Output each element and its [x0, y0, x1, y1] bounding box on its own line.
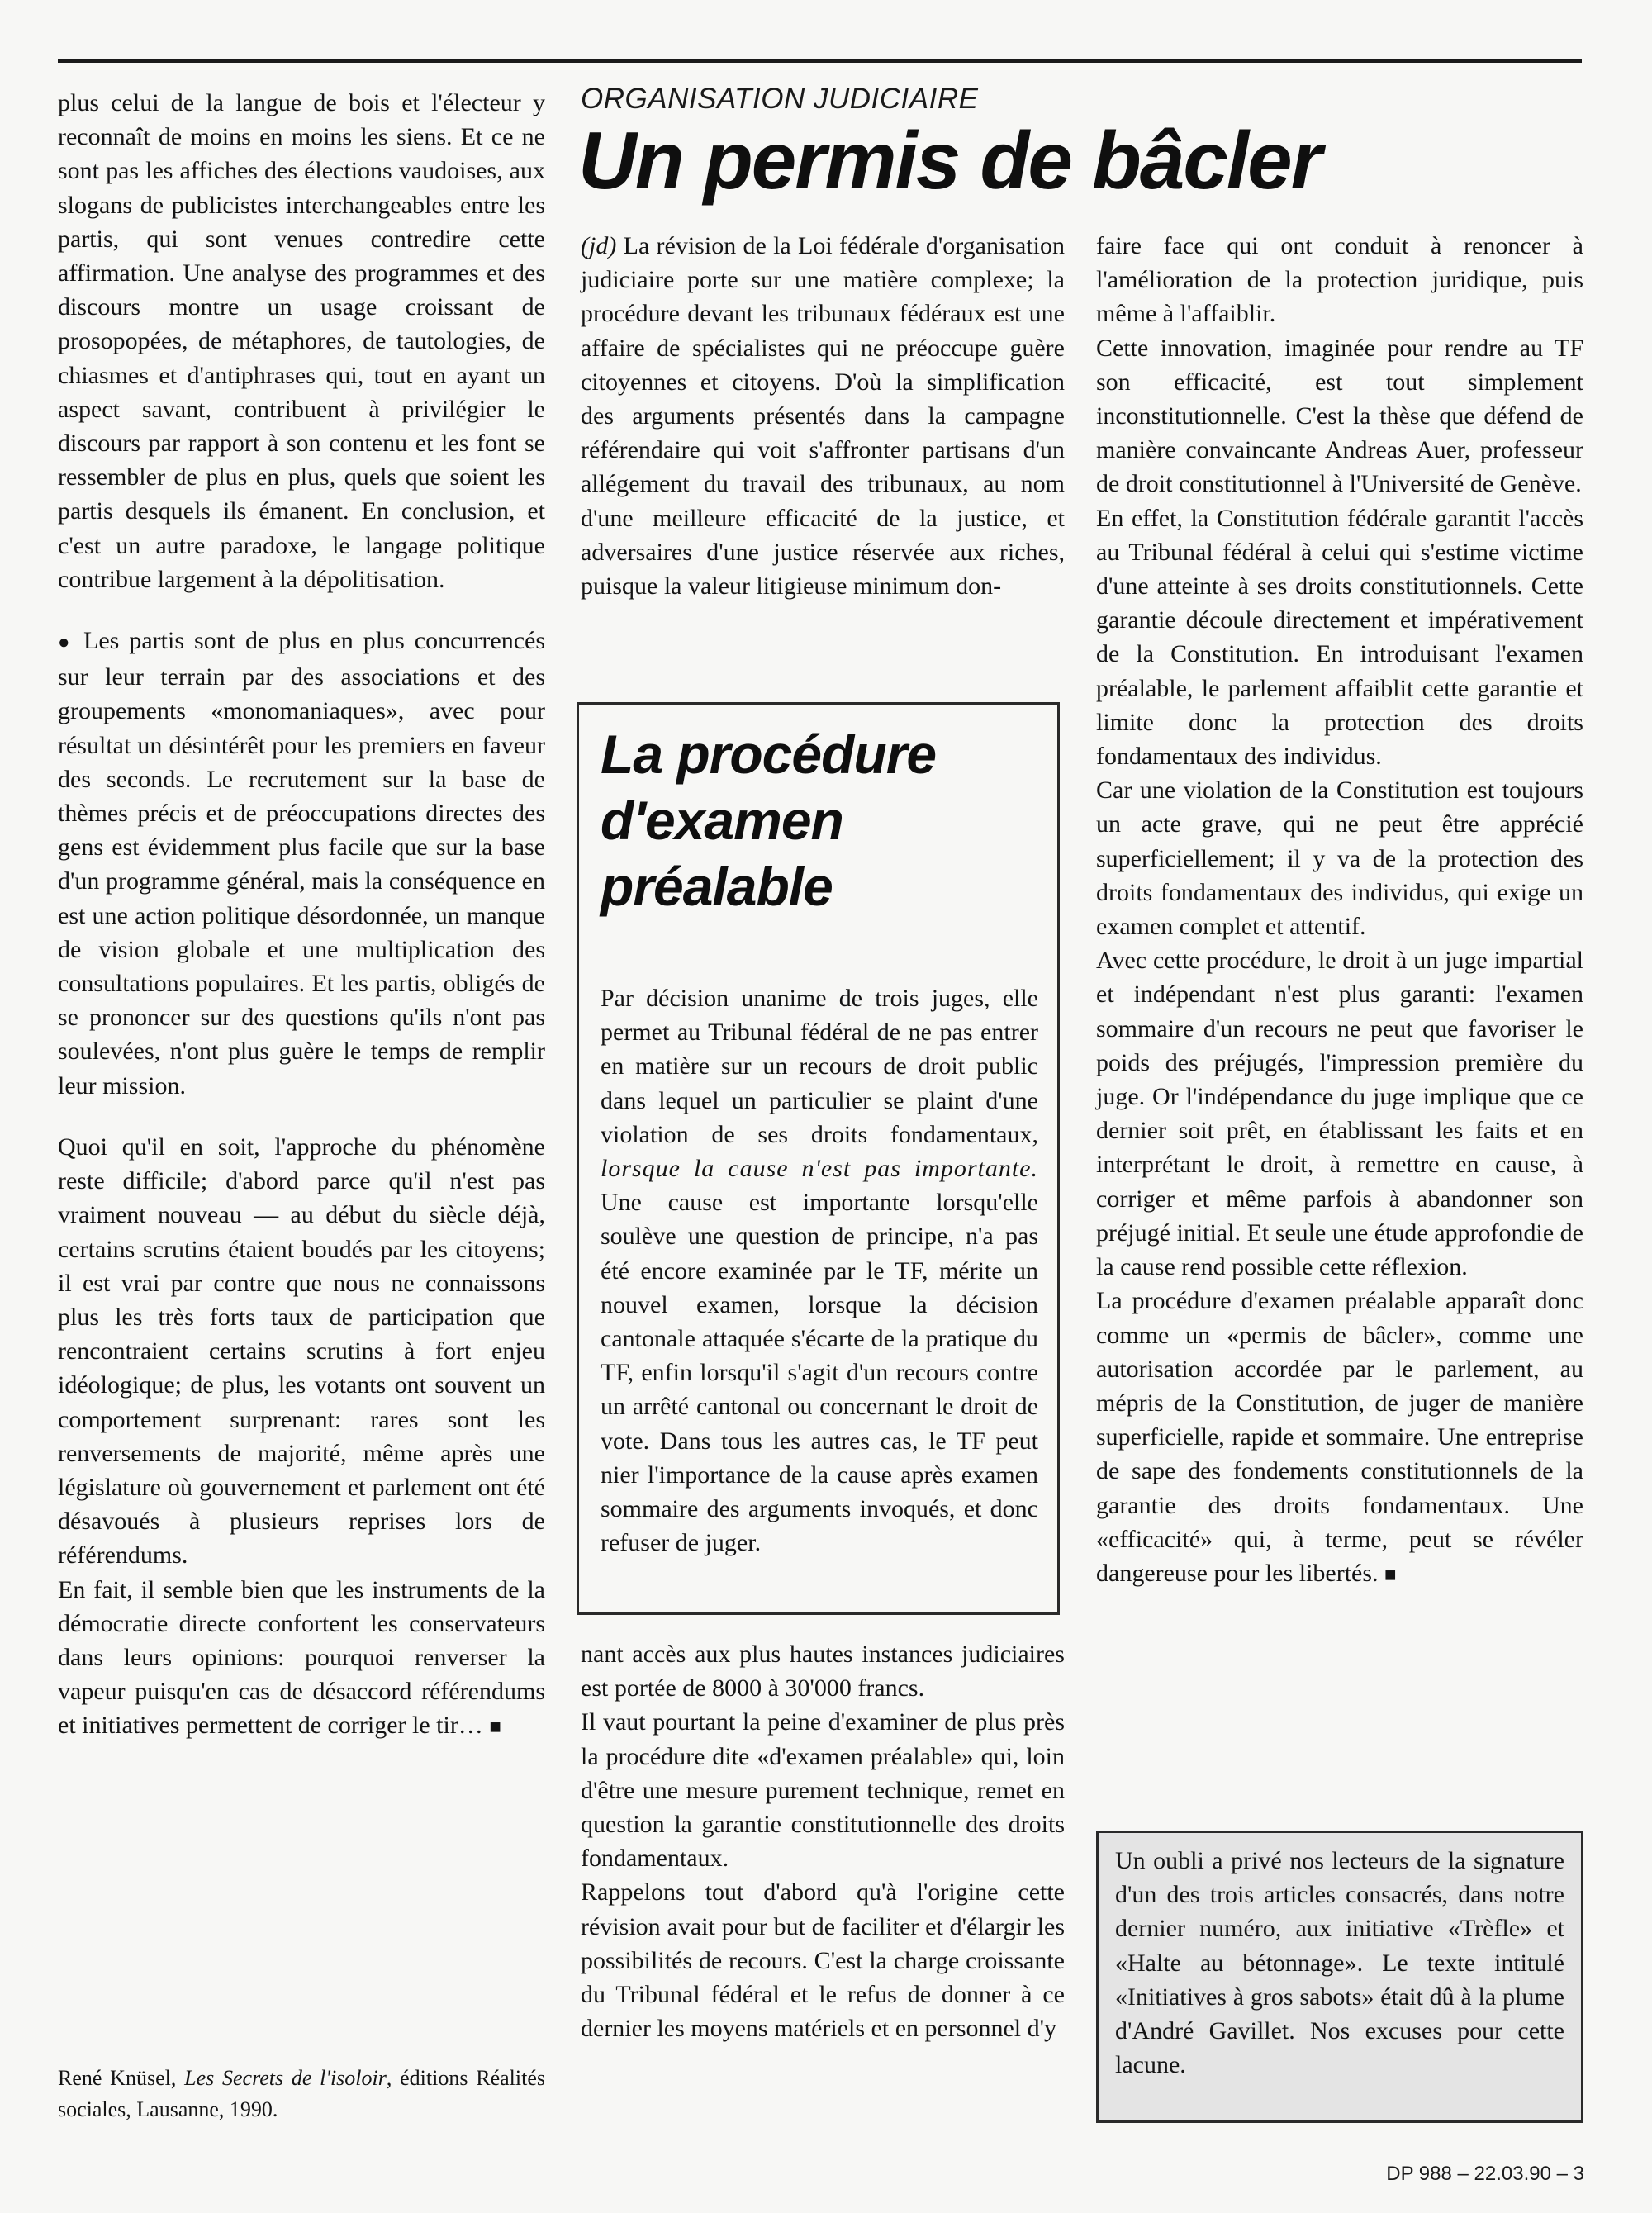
article-paragraph-8-text: La procédure d'examen préalable apparaît donc comme un «permis de bâcler», comme une autorisation accordée par le parlement, au mépris de la Constitution, de juger de manière superficielle, rapide et sommaire. Une entreprise de sape des fondements constitutionnels de la garantie des droits fondamentaux. Une «efficacité» qui, à terme, peut se révéler dangereuse pour les libertés. — [1096, 1287, 1583, 1587]
sidebar-text-italic: lorsque la cause n'est pas importante. — [601, 1155, 1038, 1183]
left-paragraph-1: plus celui de la langue de bois et l'électeur y reconnaît de moins en moins les siens. Et ce ne sont pas les affiches des élections vaudoises, aux slogans de publicistes interchangeables entre les partis, qui sont venues contredire cette affirmation. Une analyse des programmes et des discours montre un usage croissant de prosopopées, de métaphores, de tautologies, de chiasmes et d'antiphrases qui, tout en ayant un aspect savant, contribuent à privilégier le discours par rapport à son contenu et les font se ressembler de plus en plus, quels que soient les partis desquels ils émanent. En conclusion, et c'est un autre paradoxe, le langage politique contribue largement à la dépolitisation. — [58, 89, 545, 593]
article-column-middle — [581, 229, 1065, 603]
article-column-right — [1096, 229, 1583, 1593]
article-headline: Un permis de bâcler — [578, 115, 1321, 206]
article-paragraph-8 — [1096, 1284, 1583, 1593]
article-byline: (jd) — [581, 232, 617, 259]
correction-notice — [1096, 1831, 1583, 2123]
sidebar-title: La procédure d'examen préalable — [601, 724, 937, 917]
left-paragraph-2 — [58, 624, 545, 1103]
article-kicker: ORGANISATION JUDICIAIRE — [581, 83, 979, 115]
left-paragraph-4-text: En fait, il semble bien que les instruments de la démocratie directe confortent les conservateurs dans leurs opinions: pourquoi renverser la vapeur puisqu'en cas de désaccord référendums et initiatives permettent de corriger le tir… — [58, 1575, 545, 1740]
sidebar-body — [601, 981, 1038, 1560]
credit-title: Les Secrets de l'isoloir — [184, 2066, 387, 2090]
article-paragraph-2: Il vaut pourtant la peine d'examiner de plus près la procédure dite «d'examen préalable» qui, loin d'être une mesure purement technique, remet en question la garantie constitutionnelle des droits fondamentaux. — [581, 1708, 1065, 1873]
article-paragraph-1-start: La révision de la Loi fédérale d'organisation judiciaire porte sur une matière complexe; la procédure devant les tribunaux fédéraux est une affaire de spécialistes qui ne préoccupe guère citoyennes et citoyens. D'où la simplification des arguments présentés dans la campagne référendaire qui voit s'affronter partisans d'un allégement du travail des tribunaux, au nom d'une meilleure efficacité de la justice, et adversaires d'une justice réservée aux riches, puisque la valeur litigieuse minimum don- — [581, 232, 1065, 601]
bullet-icon: ● — [58, 632, 74, 654]
left-paragraph-3: Quoi qu'il en soit, l'approche du phénomène reste difficile; d'abord parce qu'il n'est pas vraiment nouveau — au début du siècle déjà, certains scrutins étaient boudés par les citoyens; il est vrai par contre que nous ne connaissons plus les très forts taux de participation que rencontraient certains scrutins à fort enjeu idéologique; de plus, les votants ont souvent un comportement surprenant: rares sont les renversements de majorité, même après une législature où gouvernement et parlement ont été désavoués à plusieurs reprises lors de référendums. — [58, 1133, 545, 1570]
article-paragraph-3-start-text: Rappelons tout d'abord qu'à l'origine cette révision avait pour but de faciliter et d'élargir les possibilités de recours. C'est la charge croissante du Tribunal fédéral et le refus de donner à ce dernier les moyens matériels et en personnel d'y — [581, 1878, 1065, 2043]
left-paragraph-4 — [58, 1573, 545, 1745]
left-column — [58, 86, 545, 1745]
sidebar-box — [577, 702, 1060, 1615]
credit-author: René Knüsel, — [58, 2066, 185, 2090]
article-column-middle-lower — [581, 1637, 1065, 2045]
article-paragraph-7: Avec cette procédure, le droit à un juge impartial et indépendant n'est plus garanti: l'examen sommaire d'un recours ne peut que favoriser le poids des préjugés, l'impression première du juge. Or l'indépendance du juge implique que ce dernier soit prêt, en établissant les faits et en interprétant le droit, à remettre en cause, à corriger et même parfois à abandonner son préjugé initial. Et seule une étude approfondie de la cause rend possible cette réflexion. — [1096, 947, 1583, 1281]
book-credit — [58, 2063, 545, 2125]
article-paragraph-1 — [581, 229, 1065, 603]
credit-rest: , éditions Réalités sociales, Lausanne, 1990. — [58, 2066, 545, 2121]
notice-text: Un oubli a privé nos lecteurs de la signature d'un des trois articles consacrés, dans notre dernier numéro, aux initiative «Trèfle» et «Halte au bétonnage». Le texte intitulé «Initiatives à gros sabots» était dû à la plume d'André Gavillet. Nos excuses pour cette lacune. — [1115, 1847, 1564, 2079]
article-paragraph-3-continued — [1096, 229, 1583, 331]
sidebar-text-a: Par décision unanime de trois juges, elle permet au Tribunal fédéral de ne pas entrer en matière sur un recours de droit public dans lequel un particulier se plaint d'une violation de ses droits fondamentaux, — [601, 985, 1038, 1148]
sidebar-text-b: Une cause est importante lorsqu'elle soulève une question de principe, n'a pas été encore examinée par le TF, mérite un nouvel examen, lorsque la décision cantonale attaquée s'écarte de la pratique du TF, enfin lorsqu'il s'agit d'un recours contre un arrêté cantonal ou concernant le droit de vote. Dans tous les autres cas, le TF peut nier l'importance de la cause après examen sommaire des arguments invoqués, et donc refuser de juger. — [601, 1189, 1038, 1557]
article-paragraph-3-end-text: faire face qui ont conduit à renoncer à l'amélioration de la protection juridique, puis même à l'affaiblir. — [1096, 232, 1583, 328]
article-paragraph-4: Cette innovation, imaginée pour rendre au TF son efficacité, est tout simplement inconstitutionnelle. C'est la thèse que défend de manière convaincante Andreas Auer, professeur de droit constitutionnel à l'Université de Genève. — [1096, 334, 1583, 498]
end-mark-icon: ■ — [1384, 1564, 1397, 1586]
end-mark-icon: ■ — [489, 1717, 501, 1739]
article-paragraph-3-start — [581, 1875, 1065, 2045]
left-paragraph-2-text: Les partis sont de plus en plus concurrencés sur leur terrain par des associations et des groupements «monomaniaques», avec pour résultat un désintérêt pour les premiers en faveur des seconds. Le recrutement sur la base de thèmes précis et de préoccupations directes des gens est évidemment plus facile que sur la base d'un programme général, mais la conséquence en est une action politique désordonnée, un manque de vision globale et une multiplication des consultations populaires. Et les partis, obligés de se prononcer sur des questions qu'ils n'ont pas soulevées, n'ont plus guère le temps de remplir leur mission. — [58, 627, 545, 1099]
article-paragraph-1-continued: nant accès aux plus hautes instances judiciaires est portée de 8000 à 30'000 francs. — [581, 1641, 1065, 1702]
top-rule — [58, 59, 1582, 63]
page-footer: DP 988 – 22.03.90 – 3 — [1386, 2163, 1584, 2185]
article-paragraph-5: En effet, la Constitution fédérale garantit l'accès au Tribunal fédéral à celui qui s'estime victime d'une atteinte à ses droits constitutionnels. Cette garantie découle directement et impérativement de la Constitution. En introduisant l'examen préalable, le parlement affaiblit cette garantie et limite donc la protection des droits fondamentaux des individus. — [1096, 504, 1583, 771]
article-paragraph-6: Car une violation de la Constitution est toujours un acte grave, qui ne peut être apprécié superficiellement; il y va de la protection des droits fondamentaux des individus, qui exige un examen complet et attentif. — [1096, 776, 1583, 941]
